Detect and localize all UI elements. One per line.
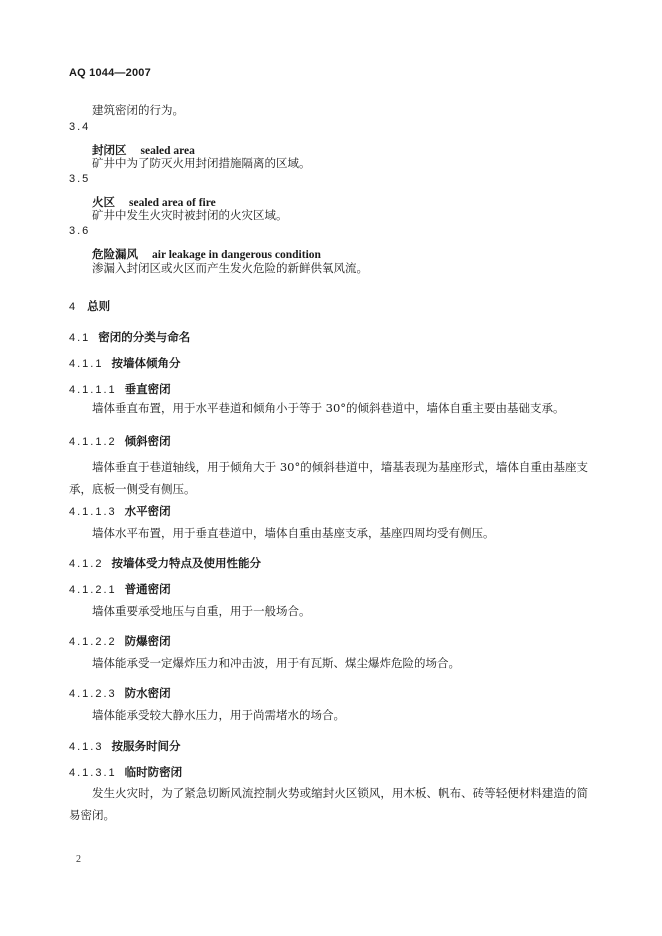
section-heading — [69, 295, 110, 314]
clause-text: 发生火灾时，为了紧急切断风流控制火势或缩封火区锁风，用木板、帆布、砖等轻便材料建造的简易密闭。 — [69, 786, 588, 822]
clause-title: 防水密闭 — [124, 686, 171, 700]
clause-text: 墙体垂直布置，用于水平巷道和倾角小于等于 30°的倾斜巷道中，墙体自重主要由基础支承。 — [92, 401, 565, 415]
section-title: 按墙体倾角分 — [111, 356, 181, 370]
section-number: 4.1.2 — [69, 558, 104, 570]
section-number: 4.1.3 — [69, 741, 104, 753]
clause-text: 墙体水平布置，用于垂直巷道中，墙体自重由基座支承，基座四周均受有侧压。 — [92, 526, 495, 540]
term-title — [92, 243, 321, 262]
clause-number: 4.1.1.3 — [69, 506, 117, 518]
clause-title: 临时防密闭 — [124, 765, 183, 779]
clause-title: 防爆密闭 — [124, 634, 171, 648]
subsection-heading — [69, 352, 180, 371]
clause-heading — [69, 500, 171, 519]
section-title: 按墙体受力特点及使用性能分 — [111, 556, 261, 570]
clause-title: 普通密闭 — [124, 582, 171, 596]
clause-number: 4.1.3.1 — [69, 767, 117, 779]
term-definition: 矿井中为了防灭火用封闭措施隔离的区域。 — [92, 156, 311, 170]
clause-number: 4.1.2.2 — [69, 636, 117, 648]
clause-title: 垂直密闭 — [124, 382, 171, 396]
clause-title: 水平密闭 — [124, 504, 171, 518]
clause-heading — [69, 378, 171, 397]
clause-number: 4.1.1.2 — [69, 436, 117, 448]
term-en: sealed area — [140, 145, 195, 157]
term-definition: 矿井中发生火灾时被封闭的火灾区域。 — [92, 208, 288, 222]
clause-heading — [69, 682, 171, 701]
subsection-heading — [69, 735, 180, 754]
clause-number: 4.1.1.1 — [69, 384, 117, 396]
term-number: 3.5 — [69, 173, 91, 185]
document-code: AQ 1044—2007 — [69, 67, 151, 79]
clause-heading — [69, 761, 182, 780]
clause-text: 墙体垂直于巷道轴线，用于倾角大于 30°的倾斜巷道中，墙基表现为基座形式，墙体自重由基座支承，底板一侧受有侧压。 — [69, 460, 588, 496]
term-en: air leakage in dangerous condition — [152, 249, 321, 261]
term-zh: 危险漏风 — [92, 247, 138, 261]
subsection-heading — [69, 552, 261, 571]
clause-heading — [69, 430, 171, 449]
page-number: 2 — [76, 854, 81, 865]
term-number: 3.6 — [69, 225, 91, 237]
clause-number: 4.1.2.1 — [69, 584, 117, 596]
continuation-text: 建筑密闭的行为。 — [92, 103, 184, 117]
section-title: 总则 — [87, 299, 111, 313]
section-title: 密闭的分类与命名 — [98, 330, 191, 344]
section-number: 4.1.1 — [69, 358, 104, 370]
term-zh: 火区 — [92, 195, 115, 209]
subsection-heading — [69, 326, 190, 345]
clause-title: 倾斜密闭 — [124, 434, 171, 448]
section-number: 4 — [69, 301, 78, 313]
clause-text: 墙体能承受一定爆炸压力和冲击波，用于有瓦斯、煤尘爆炸危险的场合。 — [92, 656, 460, 670]
term-zh: 封闭区 — [92, 143, 127, 157]
term-number: 3.4 — [69, 121, 91, 133]
section-title: 按服务时间分 — [111, 739, 181, 753]
clause-number: 4.1.2.3 — [69, 688, 117, 700]
term-definition: 渗漏入封闭区或火区而产生发火危险的新鲜供氧风流。 — [92, 261, 368, 275]
section-number: 4.1 — [69, 332, 91, 344]
clause-text: 墙体重要承受地压与自重，用于一般场合。 — [92, 604, 311, 618]
clause-text: 墙体能承受较大静水压力，用于尚需堵水的场合。 — [92, 708, 345, 722]
clause-heading — [69, 630, 171, 649]
clause-heading — [69, 578, 171, 597]
term-en: sealed area of fire — [129, 197, 216, 209]
